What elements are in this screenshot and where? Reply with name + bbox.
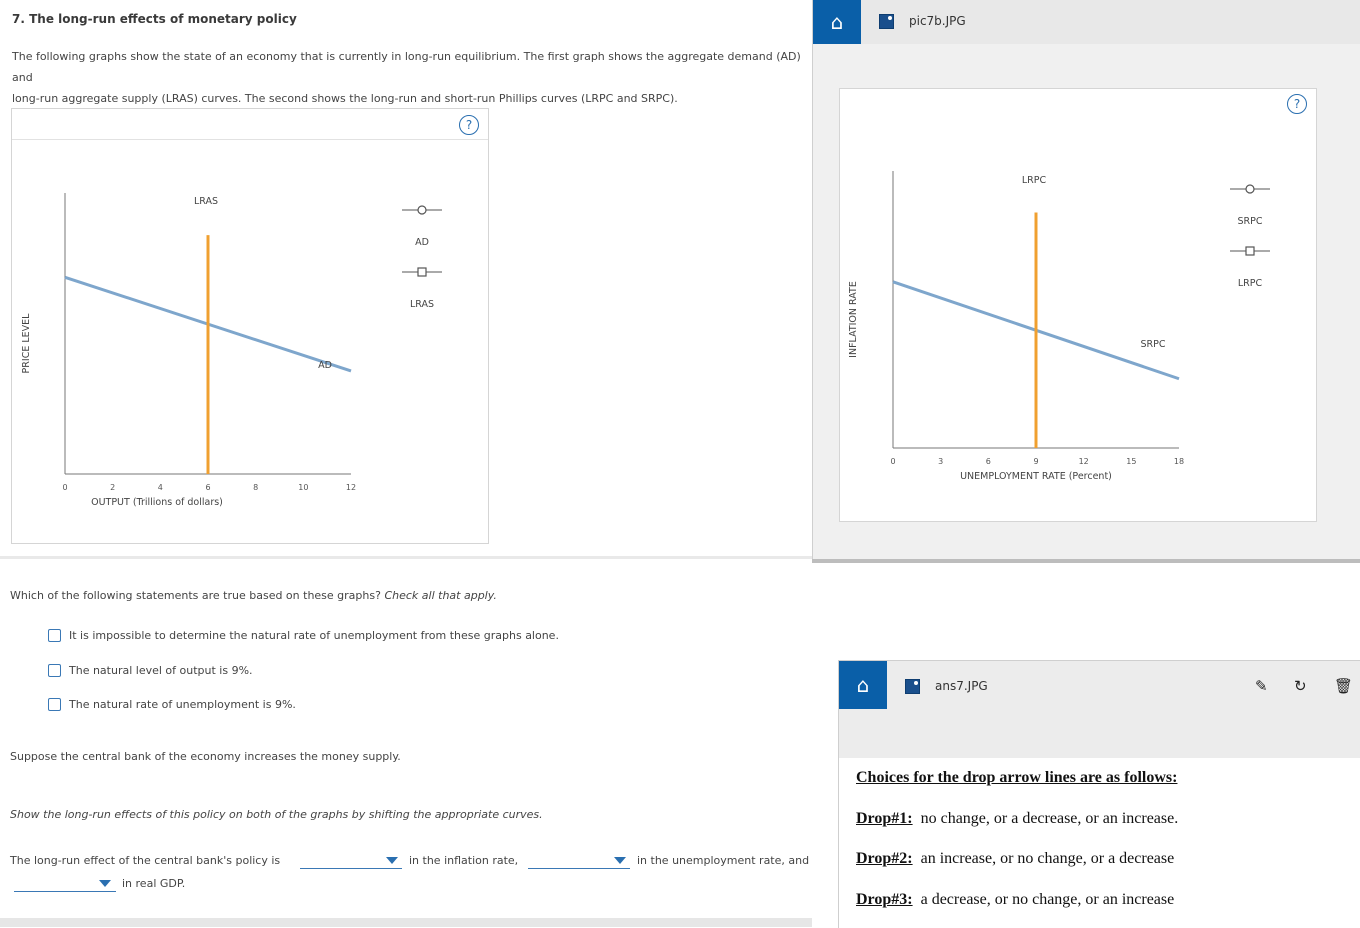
x-tick-label: 6 (985, 457, 991, 466)
fill-text-4: in real GDP. (122, 877, 186, 890)
curve-label-ad: AD (318, 360, 332, 371)
x-axis-label: UNEMPLOYMENT RATE (Percent) (960, 471, 1112, 482)
show-instruction: Show the long-run effects of this policy on both of the graphs by shifting the appropriate curves. (10, 808, 543, 821)
phillips-chart (840, 89, 1316, 521)
ad-lras-chart (12, 109, 488, 543)
drop-1-text: no change, or a decrease, or an increase. (920, 810, 1179, 827)
intro-line-1: The following graphs show the state of an economy that is currently in long-run equilibrium. The first graph shows the aggregate demand (AD) and (12, 50, 801, 84)
image-viewer-pic7b (812, 0, 1360, 562)
suppose-text: Suppose the central bank of the economy increases the money supply. (10, 750, 401, 763)
option-1-checkbox[interactable] (48, 629, 61, 642)
help-icon[interactable]: ? (1287, 94, 1307, 114)
intro-line-2: long-run aggregate supply (LRAS) curves. The second shows the long-run and short-run Phillips curves (LRPC and SRPC). (12, 92, 678, 105)
option-2-label: The natural level of output is 9%. (69, 664, 253, 677)
option-3-label: The natural rate of unemployment is 9%. (69, 698, 296, 711)
delete-icon[interactable]: 🗑 (1334, 677, 1354, 695)
x-tick-label: 9 (1033, 457, 1039, 466)
answer-heading: Choices for the drop arrow lines are as follows: (856, 769, 1178, 786)
viewer-toolbar (813, 0, 1360, 44)
x-tick-label: 8 (253, 483, 259, 492)
curve-label-lras: LRAS (193, 196, 219, 207)
x-tick-label: 12 (1078, 457, 1089, 466)
x-tick-label: 3 (938, 457, 944, 466)
legend-square-icon (418, 268, 426, 276)
legend-label-lrpc: LRPC (1237, 278, 1263, 289)
question-title: 7. The long-run effects of monetary policy (12, 12, 297, 26)
edit-icon[interactable]: ✎ (1255, 677, 1268, 695)
bottom-scroll-area (0, 918, 812, 927)
fill-text-2: in the inflation rate, (409, 854, 519, 867)
y-axis-label: PRICE LEVEL (21, 313, 32, 374)
dropdown-2[interactable] (528, 868, 630, 869)
x-tick-label: 4 (157, 483, 163, 492)
image-file-icon (905, 679, 920, 694)
legend-label-srpc: SRPC (1237, 216, 1263, 227)
dropdown-3[interactable] (14, 891, 116, 892)
x-axis-label: OUTPUT (Trillions of dollars) (91, 497, 223, 508)
drop-1-label: Drop#1: (856, 810, 913, 827)
drop-1-choices (856, 810, 1178, 828)
dropdown-2-arrow-icon[interactable] (614, 857, 626, 864)
image-viewer-ans7 (838, 660, 1360, 928)
x-tick-label: 0 (890, 457, 896, 466)
legend-circle-icon (1246, 185, 1254, 193)
check-prompt (10, 589, 497, 602)
panel-divider (0, 556, 812, 559)
option-2[interactable] (48, 664, 253, 677)
viewer-filename: pic7b.JPG (909, 14, 966, 28)
drop-3-choices (856, 891, 1174, 909)
home-icon[interactable]: ⌂ (839, 661, 887, 709)
drop-2-choices (856, 850, 1174, 868)
ad-lras-graph-panel (11, 108, 489, 544)
curve-label-lrpc: LRPC (1021, 175, 1047, 186)
x-tick-label: 6 (205, 483, 211, 492)
drop-3-label: Drop#3: (856, 891, 913, 908)
x-tick-label: 15 (1126, 457, 1137, 466)
x-tick-label: 18 (1173, 457, 1185, 466)
curve-label-srpc: SRPC (1140, 339, 1166, 350)
drop-2-text: an increase, or no change, or a decrease (920, 850, 1175, 867)
viewer-shadow (812, 559, 1360, 563)
fill-text-1: The long-run effect of the central bank's policy is (10, 854, 281, 867)
option-1-label: It is impossible to determine the natural rate of unemployment from these graphs alone. (69, 629, 559, 642)
y-axis-label: INFLATION RATE (848, 281, 859, 358)
option-3-checkbox[interactable] (48, 698, 61, 711)
drop-3-text: a decrease, or no change, or an increase (920, 891, 1175, 908)
drop-2-label: Drop#2: (856, 850, 913, 867)
legend-label-lras: LRAS (409, 299, 435, 310)
viewer-filename: ans7.JPG (935, 679, 988, 693)
image-file-icon (879, 14, 894, 29)
x-tick-label: 2 (110, 483, 116, 492)
dropdown-1-arrow-icon[interactable] (386, 857, 398, 864)
x-tick-label: 0 (62, 483, 68, 492)
check-prompt-hint: Check all that apply. (384, 589, 497, 602)
help-icon[interactable]: ? (459, 115, 479, 135)
fill-text-3: in the unemployment rate, and (637, 854, 810, 867)
phillips-graph-panel (839, 88, 1317, 522)
rotate-icon[interactable]: ↻ (1294, 677, 1307, 695)
option-3[interactable] (48, 698, 296, 711)
viewer-toolbar (839, 661, 1360, 758)
x-tick-label: 12 (345, 483, 357, 492)
question-intro (12, 46, 812, 109)
legend-square-icon (1246, 247, 1254, 255)
x-tick-label: 10 (298, 483, 309, 492)
option-1[interactable] (48, 629, 559, 642)
home-icon[interactable]: ⌂ (813, 0, 861, 44)
legend-label-ad: AD (415, 237, 429, 248)
dropdown-1[interactable] (300, 868, 402, 869)
dropdown-3-arrow-icon[interactable] (99, 880, 111, 887)
check-prompt-text: Which of the following statements are true based on these graphs? (10, 589, 381, 602)
option-2-checkbox[interactable] (48, 664, 61, 677)
legend-circle-icon (418, 206, 426, 214)
